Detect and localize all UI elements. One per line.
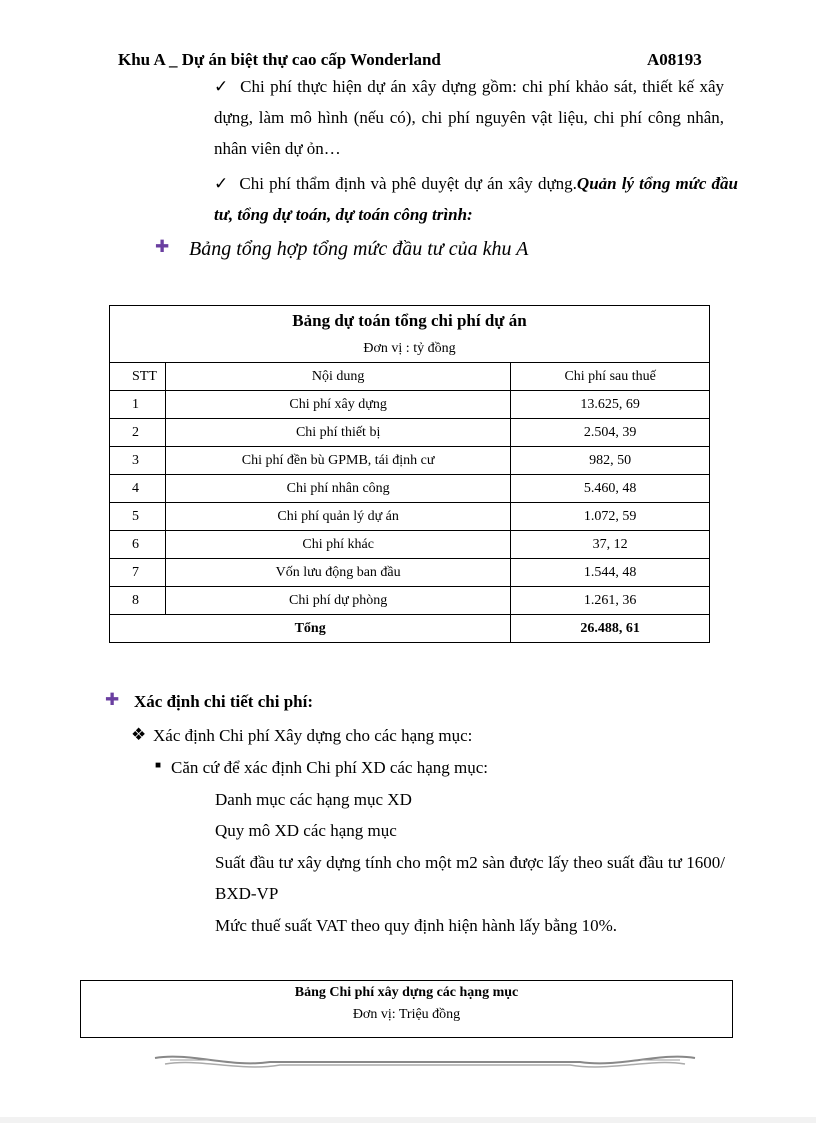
section-2-title: Xác định chi tiết chi phí: [134,692,313,711]
row-content: Chi phí khác [165,531,510,559]
row-stt: 8 [110,587,166,615]
header-title: Khu A _ Dự án biệt thự cao cấp Wonderland [118,50,441,69]
paragraph-2 [214,168,738,230]
table-header-row [110,363,710,391]
row-content: Chi phí thiết bị [165,419,510,447]
table-2-title: Bảng Chi phí xây dựng các hạng mục [294,985,519,1000]
row-cost: 982, 50 [511,447,710,475]
section-2-subsub: Căn cứ để xác định Chi phí XD các hạng mục: [171,758,489,777]
row-stt: 4 [110,475,166,503]
row-stt: 6 [110,531,166,559]
table-row [110,531,710,559]
check-icon: ✓ [214,77,230,96]
row-stt: 7 [110,559,166,587]
total-label: Tổng [110,615,511,643]
diamond-bullet-icon: ❖ [131,725,147,744]
construction-cost-table-header [80,980,733,1038]
table-row [110,587,710,615]
list-item: Quy mô XD các hạng mục [215,821,397,840]
row-cost: 1.072, 59 [511,503,710,531]
row-content: Chi phí đền bù GPMB, tái định cư [165,447,510,475]
total-value: 26.488, 61 [511,615,710,643]
table-row [110,419,710,447]
section-2-sub: Xác định Chi phí Xây dựng cho các hạng mục: [153,726,473,745]
row-content: Chi phí xây dựng [165,391,510,419]
table-row [110,559,710,587]
table-row [110,503,710,531]
row-stt: 2 [110,419,166,447]
row-cost: 5.460, 48 [511,475,710,503]
row-content: Chi phí dự phòng [165,587,510,615]
paragraph-1-text: Chi phí thực hiện dự án xây dựng gồm: chi phí khảo sát, thiết kế xây dựng, làm mô hình (nếu có), chi phí nguyên vật liệu, chi phí công nhân, nhân viên dự ỏn… [214,77,724,158]
page-bottom-edge [0,1117,816,1123]
square-bullet-icon: ■ [155,760,162,771]
row-content: Chi phí quản lý dự án [165,503,510,531]
paragraph-2-text: Chi phí thẩm định và phê duyệt dự án xây dựng. [239,174,577,193]
header-code: A08193 [647,50,702,69]
table-2-unit: Đơn vị: Triệu đồng [352,1007,461,1022]
row-stt: 5 [110,503,166,531]
row-cost: 37, 12 [511,531,710,559]
list-item: Danh mục các hạng mục XD [215,790,412,809]
paragraph-1 [214,71,724,164]
paragraph-2-emphasis: Quản lý tổng mức đầu tư, tổng dự toán, dự toán công trình: [214,174,739,224]
list-item: Suất đầu tư xây dựng tính cho một m2 sàn được lấy theo suất đầu tư 1600/ BXD-VP [215,853,725,903]
table-total-row [110,615,710,643]
list-item: Mức thuế suất VAT theo quy định hiện hành lấy bằng 10%. [215,916,618,935]
table-title: Bảng dự toán tổng chi phí dự án [110,306,710,337]
row-stt: 1 [110,391,166,419]
row-content: Chi phí nhân công [165,475,510,503]
table-row [110,447,710,475]
cost-summary-table [109,305,710,643]
table-unit: Đơn vị : tỷ đồng [110,336,710,363]
table-row [110,391,710,419]
row-content: Vốn lưu động ban đầu [165,559,510,587]
plus-bullet-icon: ✚ [155,237,170,256]
check-icon: ✓ [214,174,230,193]
table-row [110,475,710,503]
footer-ornament-icon [150,1050,700,1072]
section-1-title: Bảng tổng hợp tổng mức đầu tư của khu A [189,238,529,260]
row-cost: 13.625, 69 [511,391,710,419]
row-cost: 1.544, 48 [511,559,710,587]
col-header-cost: Chi phí sau thuế [511,363,710,391]
col-header-stt: STT [110,363,166,391]
row-cost: 2.504, 39 [511,419,710,447]
row-cost: 1.261, 36 [511,587,710,615]
col-header-content: Nội dung [165,363,510,391]
row-stt: 3 [110,447,166,475]
plus-bullet-icon: ✚ [105,690,120,709]
